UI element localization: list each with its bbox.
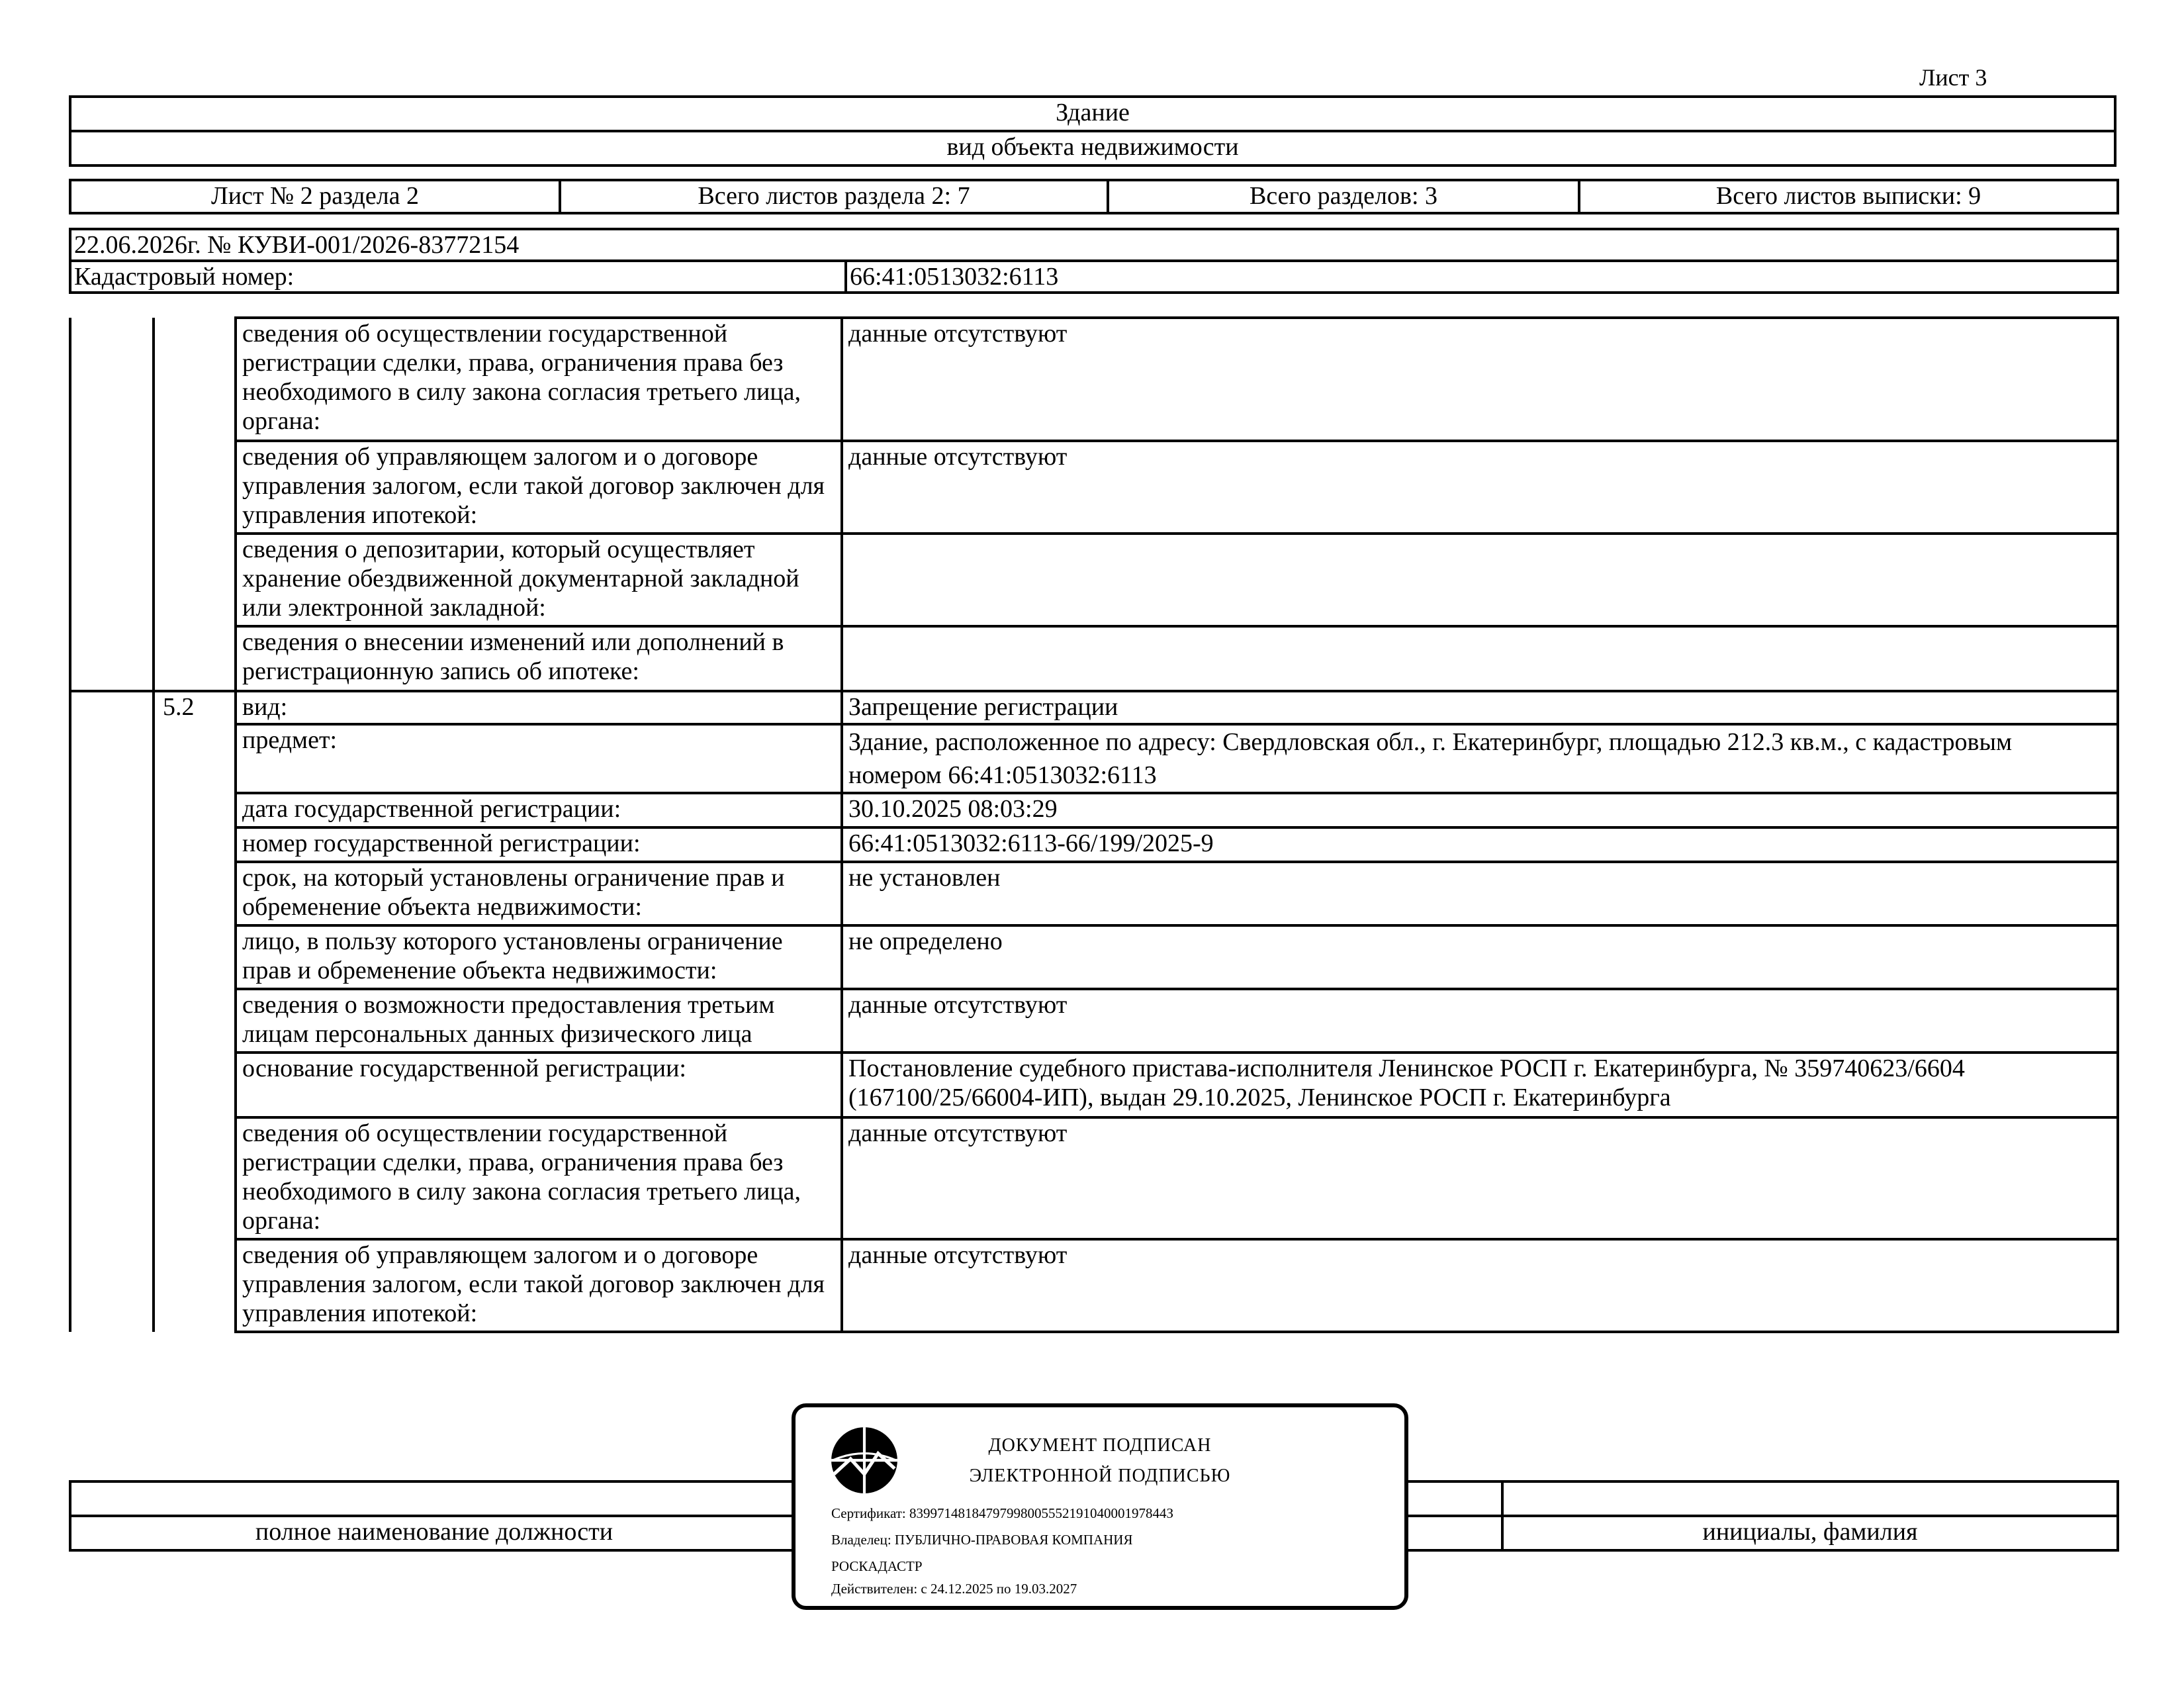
row-number (154, 989, 236, 1053)
name-blank (1502, 1481, 2118, 1516)
table-row (70, 724, 2118, 793)
table-row (70, 862, 2118, 925)
table-row (70, 691, 2118, 724)
row-value: данные отсутствуют (842, 1117, 2118, 1239)
row-value: 66:41:0513032:6113-66/199/2025-9 (842, 827, 2118, 862)
cadastral-number-label: Кадастровый номер: (70, 261, 846, 293)
sheet-label: Лист 3 (1919, 64, 1987, 91)
table-row (70, 989, 2118, 1053)
table-row (70, 793, 2118, 827)
encumbrance-table (69, 316, 2119, 1333)
row-number (154, 626, 236, 691)
row-number (154, 441, 236, 534)
row-label: вид: (236, 691, 842, 724)
row-number (154, 925, 236, 989)
row-number (154, 862, 236, 925)
row-number (154, 318, 236, 441)
total-sections: Всего разделов: 3 (1108, 180, 1579, 213)
row-value: данные отсутствуют (842, 441, 2118, 534)
total-sheets-extract: Всего листов выписки: 9 (1579, 180, 2118, 213)
table-row (70, 534, 2118, 626)
row-number (154, 793, 236, 827)
row-label: сведения об осуществлении государственной регистрации сделки, права, ограничения права без необходимого в силу закона согласия третьего лица, органа: (236, 318, 842, 441)
stamp-certificate: Сертификат: 8399714818479799800555219104000197844З (831, 1505, 1174, 1521)
sheet-info-table (69, 179, 2119, 214)
row-label: сведения о возможности предоставления третьим лицам персональных данных физического лица (236, 989, 842, 1053)
stamp-line1: ДОКУМЕНТ ПОДПИСАН (988, 1435, 1212, 1456)
row-number (154, 1053, 236, 1117)
row-value: данные отсутствуют (842, 989, 2118, 1053)
row-value: не определено (842, 925, 2118, 989)
row-number (154, 1239, 236, 1332)
cadastral-number-value: 66:41:0513032:6113 (846, 261, 2118, 293)
row-number: 5.2 (154, 691, 236, 724)
total-sheets-section: Всего листов раздела 2: 7 (560, 180, 1108, 213)
stamp-owner-name: РОСКАДАСТР (831, 1558, 923, 1574)
row-label: сведения об осуществлении государственной регистрации сделки, права, ограничения права без необходимого в силу закона согласия третьего лица, органа: (236, 1117, 842, 1239)
row-label: сведения об управляющем залогом и о договоре управления залогом, если такой договор заключен для управления ипотекой: (236, 1239, 842, 1332)
row-label: сведения о внесении изменений или дополнений в регистрационную запись об ипотеке: (236, 626, 842, 691)
table-row (70, 1239, 2118, 1332)
table-row (70, 626, 2118, 691)
object-type-header (69, 95, 2116, 167)
row-value (842, 626, 2118, 691)
stamp-valid: Действителен: с 24.12.2025 по 19.03.2027 (831, 1581, 1077, 1597)
position-label: полное наименование должности (70, 1516, 798, 1550)
row-value: Постановление судебного пристава-исполнителя Ленинское РОСП г. Екатеринбурга, № 359740623/6604 (167100/25/66004-ИП), выдан 29.10.2025, Ленинское РОСП г. Екатеринбурга (842, 1053, 2118, 1117)
row-label: лицо, в пользу которого установлены ограничение прав и обременение объекта недвижимости: (236, 925, 842, 989)
table-row (70, 925, 2118, 989)
row-value: не установлен (842, 862, 2118, 925)
document-date-number: 22.06.2026г. № КУВИ-001/2026-83772154 (70, 229, 2118, 261)
row-value (842, 534, 2118, 626)
row-label: основание государственной регистрации: (236, 1053, 842, 1117)
electronic-signature-stamp (792, 1403, 1408, 1610)
document-id-table (69, 228, 2119, 294)
row-label: срок, на который установлены ограничение прав и обременение объекта недвижимости: (236, 862, 842, 925)
sheet-of-section: Лист № 2 раздела 2 (70, 180, 560, 213)
row-value: Здание, расположенное по адресу: Свердловская обл., г. Екатеринбург, площадью 212.3 кв.м., с кадастровым номером 66:41:0513032:6113 (842, 724, 2118, 793)
row-number (154, 724, 236, 793)
object-subtitle: вид объекта недвижимости (70, 131, 2115, 165)
row-number (154, 827, 236, 862)
table-row (70, 827, 2118, 862)
row-value: Запрещение регистрации (842, 691, 2118, 724)
row-label: дата государственной регистрации: (236, 793, 842, 827)
row-label: номер государственной регистрации: (236, 827, 842, 862)
stamp-owner: Владелец: ПУБЛИЧНО-ПРАВОВАЯ КОМПАНИЯ (831, 1532, 1133, 1548)
name-label: инициалы, фамилия (1502, 1516, 2118, 1550)
table-row (70, 441, 2118, 534)
table-row (70, 318, 2118, 441)
row-value: данные отсутствуют (842, 318, 2118, 441)
table-row (70, 1053, 2118, 1117)
row-number (154, 534, 236, 626)
row-value: данные отсутствуют (842, 1239, 2118, 1332)
table-row (70, 1117, 2118, 1239)
position-blank (70, 1481, 798, 1516)
stamp-line2: ЭЛЕКТРОННОЙ ПОДПИСЬЮ (969, 1466, 1231, 1486)
row-label: сведения о депозитарии, который осуществляет хранение обездвиженной документарной закладной или электронной закладной: (236, 534, 842, 626)
object-title: Здание (70, 97, 2115, 131)
row-label: предмет: (236, 724, 842, 793)
row-label: сведения об управляющем залогом и о договоре управления залогом, если такой договор заключен для управления ипотекой: (236, 441, 842, 534)
row-number (154, 1117, 236, 1239)
row-value: 30.10.2025 08:03:29 (842, 793, 2118, 827)
